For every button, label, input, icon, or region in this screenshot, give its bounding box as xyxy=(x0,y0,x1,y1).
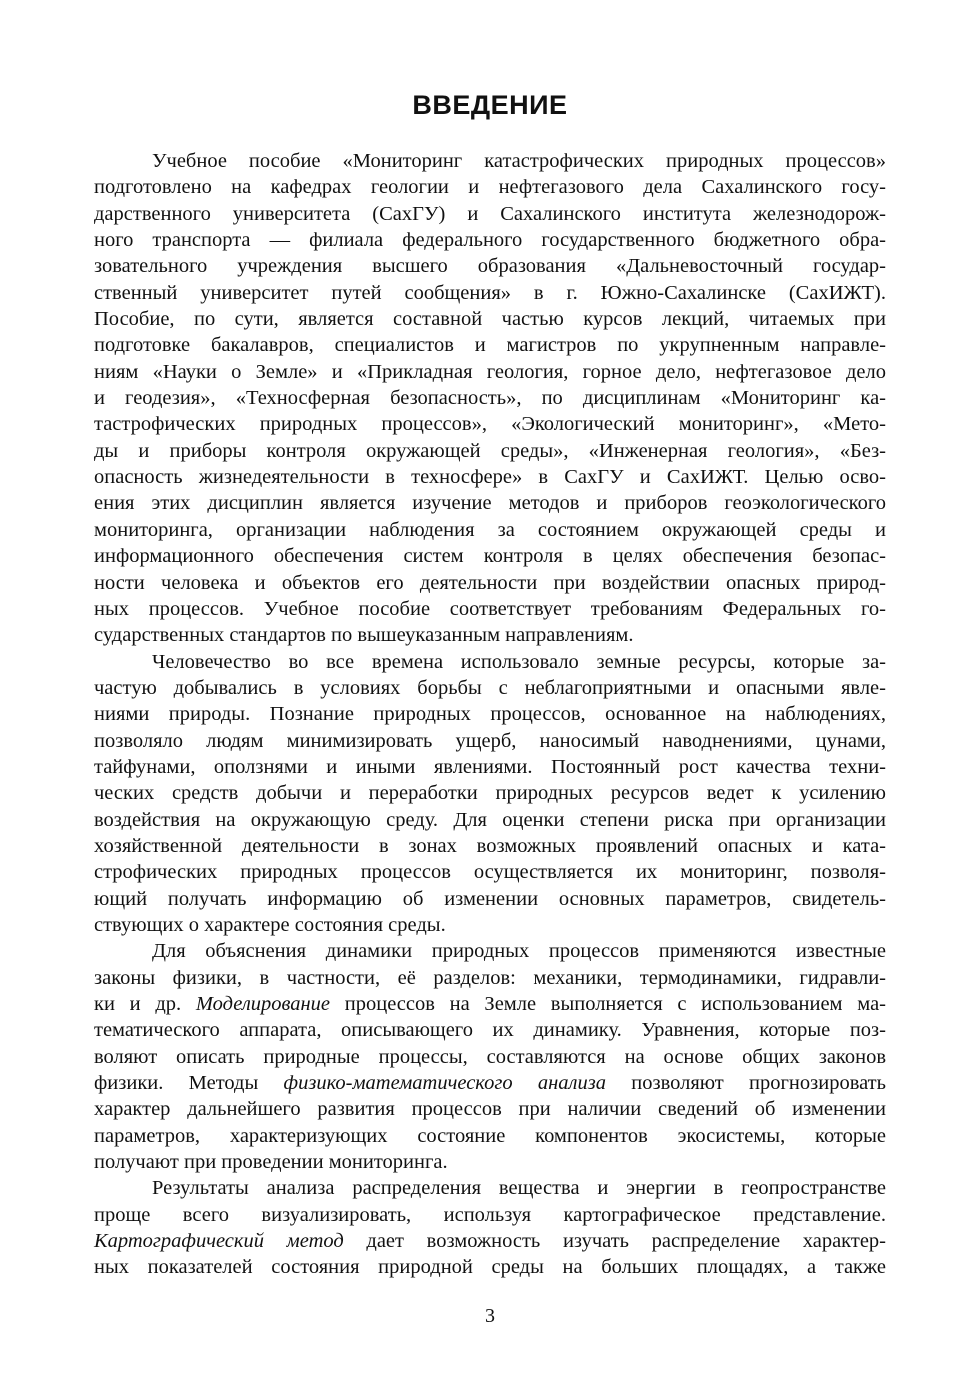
text-line xyxy=(94,912,886,938)
text-segment: ющий получать информацию об изменении основных параметров, свидетель- xyxy=(94,887,886,910)
text-line xyxy=(94,991,886,1017)
text-line xyxy=(94,754,886,780)
text-line xyxy=(94,1017,886,1043)
text-segment: воздействия на окружающую среду. Для оценки степени риска при организации xyxy=(94,808,886,831)
text-segment: Для объяснения динамики природных процессов применяются известные xyxy=(152,940,886,963)
text-line xyxy=(94,306,886,332)
text-segment: тайфунами, оползнями и иными явлениями. Постоянный рост качества техни- xyxy=(94,755,886,778)
text-segment: ды и приборы контроля окружающей среды», «Инженерная геология», «Без- xyxy=(94,439,886,462)
page-number: 3 xyxy=(485,1305,495,1327)
text-segment: ности человека и объектов его деятельности при воздействии опасных природ- xyxy=(94,571,886,594)
text-line xyxy=(94,1096,886,1122)
text-segment: параметров, характеризующих состояние компонентов экосистемы, которые xyxy=(94,1124,886,1147)
text-segment: характер дальнейшего развития процессов при наличии сведений об изменении xyxy=(94,1098,886,1121)
text-segment: процессов на Земле выполняется с использованием ма- xyxy=(330,993,886,1015)
text-segment: Учебное пособие «Мониторинг катастрофических природных процессов» xyxy=(152,150,886,172)
text-line xyxy=(94,833,886,859)
body-text xyxy=(94,148,886,1281)
text-segment: тематического аппарата, описывающего их динамику. Уравнения, которые поз- xyxy=(94,1019,886,1042)
text-segment: ного транспорта — филиала федерального государственного бюджетного обра- xyxy=(94,229,886,252)
text-segment: ных показателей состояния природной среды на больших площадях, а также xyxy=(94,1256,886,1279)
text-line xyxy=(94,570,886,596)
text-line xyxy=(94,490,886,516)
text-segment: ения этих дисциплин является изучение методов и приборов геоэкологического xyxy=(94,492,886,515)
text-segment: дает возможность изучать распределение характер- xyxy=(343,1230,886,1253)
text-segment: хозяйственной деятельности в зонах возможных проявлений опасных и ката- xyxy=(94,834,886,857)
text-segment: проще всего визуализировать, используя картографическое представление. xyxy=(94,1203,886,1226)
text-line xyxy=(94,1123,886,1149)
italic-term: Картографический метод xyxy=(94,1230,344,1253)
text-line xyxy=(94,675,886,701)
text-line xyxy=(94,1044,886,1070)
text-segment: мониторинга, организации наблюдения за состоянием окружающей среды и xyxy=(94,518,886,541)
text-segment: строфических природных процессов осуществляется их мониторинг, позволя- xyxy=(94,861,886,884)
text-line xyxy=(94,438,886,464)
text-segment: воляют описать природные процессы, составляются на основе общих законов xyxy=(94,1045,886,1068)
text-segment: получают при проведении мониторинга. xyxy=(94,1151,448,1174)
text-segment: ных процессов. Учебное пособие соответствует требованиям Федеральных го- xyxy=(94,597,886,620)
text-line xyxy=(94,411,886,437)
text-line xyxy=(94,148,886,174)
text-line xyxy=(94,543,886,569)
text-segment: ственный университет путей сообщения» в г. Южно-Сахалинске (СахИЖТ). xyxy=(94,281,886,304)
text-line xyxy=(94,385,886,411)
italic-term: физико-математического анализа xyxy=(283,1072,606,1095)
text-segment: Человечество во все времена использовало земные ресурсы, которые за- xyxy=(152,650,886,673)
text-segment: подготовлено на кафедрах геологии и нефтегазового дела Сахалинского госу- xyxy=(94,176,886,199)
italic-term: Моделирование xyxy=(195,993,331,1015)
page-title: ВВЕДЕНИЕ xyxy=(412,90,568,120)
text-segment: ниям «Науки о Земле» и «Прикладная геология, горное дело, нефтегазовое дело xyxy=(94,360,886,383)
text-line xyxy=(94,886,886,912)
text-line xyxy=(94,517,886,543)
text-line xyxy=(94,596,886,622)
text-segment: опасность жизнедеятельности в техносфере» в СахГУ и СахИЖТ. Целью осво- xyxy=(94,466,886,489)
text-line xyxy=(94,859,886,885)
text-segment: физики. Методы xyxy=(94,1072,284,1095)
text-line xyxy=(94,1254,886,1280)
text-line xyxy=(94,649,886,675)
text-line xyxy=(94,728,886,754)
text-segment: Пособие, по сути, является составной частью курсов лекций, читаемых при xyxy=(94,308,886,331)
text-segment: подготовке бакалавров, специалистов и магистров по укрупненным направле- xyxy=(94,334,886,357)
text-line xyxy=(94,332,886,358)
text-line xyxy=(94,253,886,279)
text-segment: зовательного учреждения высшего образования «Дальневосточный государ- xyxy=(94,255,886,278)
text-segment: позволяют прогнозировать xyxy=(605,1072,886,1095)
text-line xyxy=(94,780,886,806)
text-segment: дарственного университета (СахГУ) и Сахалинского института железнодорож- xyxy=(94,202,886,225)
text-line xyxy=(94,1202,886,1228)
text-segment: тастрофических природных процессов», «Экологический мониторинг», «Мето- xyxy=(94,413,886,436)
text-segment: информационного обеспечения систем контроля в целях обеспечения безопас- xyxy=(94,545,886,568)
text-line xyxy=(94,1070,886,1096)
text-line xyxy=(94,622,886,648)
text-segment: ки и др. xyxy=(94,993,196,1015)
text-segment: Результаты анализа распределения вещества и энергии в геопространстве xyxy=(152,1177,886,1200)
text-line xyxy=(94,201,886,227)
text-segment: сударственных стандартов по вышеуказанным направлениям. xyxy=(94,624,634,647)
text-line xyxy=(94,1228,886,1254)
text-segment: ческих средств добычи и переработки природных ресурсов ведет к усилению xyxy=(94,782,886,805)
text-line xyxy=(94,174,886,200)
text-line xyxy=(94,965,886,991)
text-line xyxy=(94,807,886,833)
text-segment: и геодезия», «Техносферная безопасность», по дисциплинам «Мониторинг ка- xyxy=(94,387,886,410)
text-line xyxy=(94,1175,886,1201)
text-segment: ствующих о характере состояния среды. xyxy=(94,913,446,936)
text-line xyxy=(94,701,886,727)
text-segment: позволяло людям минимизировать ущерб, наносимый наводнениями, цунами, xyxy=(94,729,886,752)
text-segment: частую добывались в условиях борьбы с неблагоприятными и опасными явле- xyxy=(94,676,886,699)
text-line xyxy=(94,938,886,964)
text-segment: законы физики, в частности, её разделов: механики, термодинамики, гидравли- xyxy=(94,966,886,989)
text-line xyxy=(94,280,886,306)
text-segment: ниями природы. Познание природных процессов, основанное на наблюдениях, xyxy=(94,703,886,726)
text-line xyxy=(94,359,886,385)
text-line xyxy=(94,227,886,253)
text-line xyxy=(94,464,886,490)
text-line xyxy=(94,1149,886,1175)
